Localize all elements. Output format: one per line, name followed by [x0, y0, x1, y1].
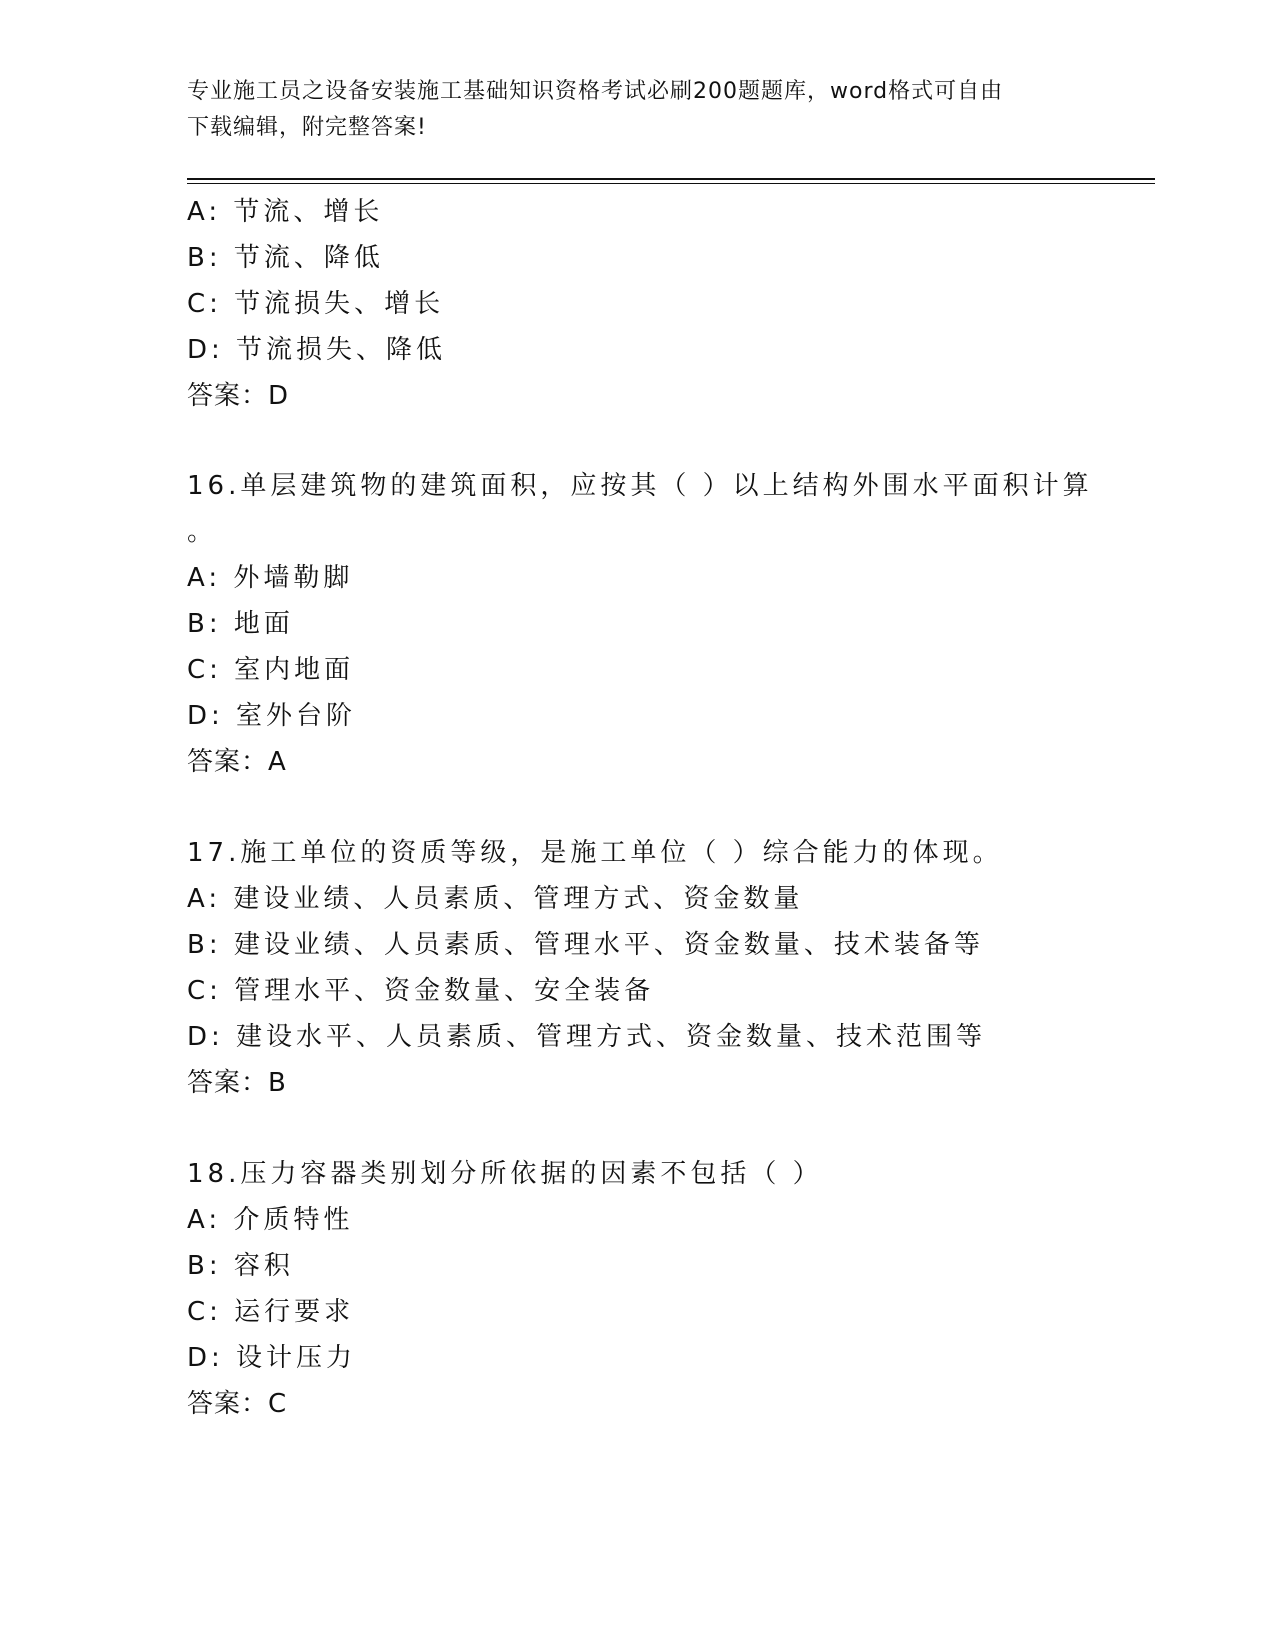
option-a: A: 介质特性 — [187, 1205, 354, 1235]
question-block-15 — [187, 189, 1087, 419]
option-c: C: 节流损失、增长 — [187, 289, 445, 319]
option-b: B: 容积 — [187, 1251, 294, 1281]
option-b: B: 建设业绩、人员素质、管理水平、资金数量、技术装备等 — [187, 930, 984, 960]
spacer — [187, 785, 1087, 830]
spacer — [187, 1106, 1087, 1151]
question-stem: 18.压力容器类别划分所依据的因素不包括（ ） — [187, 1159, 823, 1189]
question-18 — [187, 1151, 1087, 1427]
option-a: A: 建设业绩、人员素质、管理方式、资金数量 — [187, 884, 804, 914]
option-a: A: 节流、增长 — [187, 197, 384, 227]
header-divider-thick — [187, 178, 1155, 180]
spacer — [187, 419, 1087, 463]
header-line-1: 专业施工员之设备安装施工基础知识资格考试必刷200题题库，word格式可自由 — [187, 79, 1004, 104]
header-divider-thin — [187, 183, 1155, 184]
question-16 — [187, 463, 1093, 785]
question-17 — [187, 830, 1087, 1106]
option-c: C: 室内地面 — [187, 655, 355, 685]
document-header — [187, 74, 1087, 146]
option-b: B: 地面 — [187, 609, 294, 639]
question-list — [187, 189, 1093, 1427]
question-stem-continuation: 。 — [187, 517, 218, 547]
question-stem: 17.施工单位的资质等级，是施工单位（ ）综合能力的体现。 — [187, 838, 1003, 868]
option-d: D: 室外台阶 — [187, 701, 357, 731]
option-c: C: 运行要求 — [187, 1297, 355, 1327]
question-stem: 16.单层建筑物的建筑面积，应按其（ ）以上结构外围水平面积计算 — [187, 471, 1093, 501]
answer-line: 答案：B — [187, 1068, 287, 1098]
option-c: C: 管理水平、资金数量、安全装备 — [187, 976, 655, 1006]
answer-line: 答案：D — [187, 381, 290, 411]
option-d: D: 建设水平、人员素质、管理方式、资金数量、技术范围等 — [187, 1022, 987, 1052]
answer-line: 答案：C — [187, 1389, 288, 1419]
option-d: D: 设计压力 — [187, 1343, 357, 1373]
option-a: A: 外墙勒脚 — [187, 563, 354, 593]
option-b: B: 节流、降低 — [187, 243, 384, 273]
header-line-2: 下载编辑，附完整答案! — [187, 115, 427, 140]
answer-line: 答案：A — [187, 747, 287, 777]
option-d: D: 节流损失、降低 — [187, 335, 447, 365]
